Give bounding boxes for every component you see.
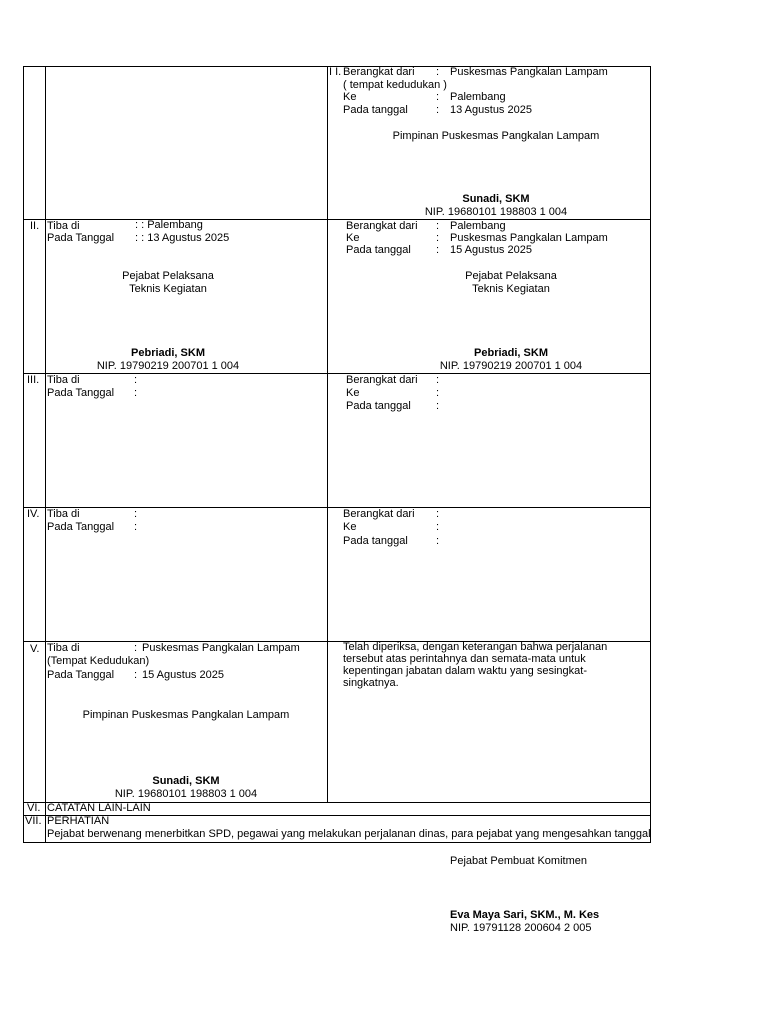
section-1-tempat-kedudukan: ( tempat kedudukan ) — [343, 79, 447, 91]
section-4-tiba-colon: : — [134, 508, 138, 520]
middle-column-divider — [327, 66, 328, 802]
section-1-signer-name: Sunadi, SKM — [462, 193, 530, 205]
section-2-right-signer-nip: NIP. 19790219 200701 1 004 — [439, 360, 583, 372]
section-5-number: V. — [30, 643, 40, 655]
section-5-tiba-value: Puskesmas Pangkalan Lampam — [142, 642, 300, 654]
section-2-right-signer-name: Pebriadi, SKM — [474, 347, 548, 359]
section-5-tiba-label: Tiba di — [47, 642, 80, 654]
section-1-berangkat-value: Puskesmas Pangkalan Lampam — [450, 66, 608, 78]
number-column-divider — [45, 66, 46, 843]
section-2-tiba-value: : : Palembang — [135, 219, 203, 231]
section-4-right-berangkat-colon: : — [436, 508, 440, 520]
table-border-left — [23, 66, 24, 843]
table-border-bottom — [23, 842, 651, 843]
section-4-right-tanggal-label: Pada tanggal — [343, 535, 408, 547]
section-2-right-pejabat-line1: Pejabat Pelaksana — [465, 270, 557, 282]
section-5-pimpinan-title: Pimpinan Puskesmas Pangkalan Lampam — [82, 709, 290, 721]
section-2-right-berangkat-label: Berangkat dari — [346, 220, 418, 232]
section-2-right-berangkat-value: Palembang — [450, 220, 506, 232]
section-2-right-berangkat-colon: : — [436, 220, 440, 232]
footer-title: Pejabat Pembuat Komitmen — [450, 855, 587, 867]
section-3-right-berangkat-colon: : — [436, 374, 440, 386]
footer-signer-nip: NIP. 19791128 200604 2 005 — [450, 922, 592, 934]
row-divider-2 — [23, 373, 651, 374]
section-3-tanggal-colon: : — [134, 387, 138, 399]
section-2-right-tanggal-value: 15 Agustus 2025 — [450, 244, 532, 256]
section-3-right-berangkat-label: Berangkat dari — [346, 374, 418, 386]
section-1-ke-colon: : — [436, 91, 440, 103]
section-2-right-ke-colon: : — [436, 232, 440, 244]
section-7-text: Pejabat berwenang menerbitkan SPD, pegawai yang melakukan perjalanan dinas, para pejabat yang mengesahkan tanggal — [47, 828, 651, 840]
section-2-right-ke-value: Puskesmas Pangkalan Lampam — [450, 232, 608, 244]
section-3-tanggal-label: Pada Tanggal — [47, 387, 115, 399]
section-2-signer-nip: NIP. 19790219 200701 1 004 — [96, 360, 240, 372]
section-3-number: III. — [27, 374, 40, 386]
section-2-right-tanggal-label: Pada tanggal — [346, 244, 411, 256]
section-1-berangkat-colon: : — [436, 66, 440, 78]
section-2-tanggal-value: : : 13 Agustus 2025 — [135, 232, 230, 244]
section-3-right-ke-label: Ke — [346, 387, 360, 399]
section-2-tanggal-label: Pada Tanggal — [47, 232, 115, 244]
section-4-right-ke-label: Ke — [343, 521, 357, 533]
section-1-number: I I. — [329, 66, 342, 78]
section-5-verification-note: Telah diperiksa, dengan keterangan bahwa perjalanan tersebut atas perintahnya dan semata-mata untuk kepentingan jabatan dalam waktu yang sesingkat-singkatnya. — [343, 641, 608, 689]
section-2-pejabat-line1: Pejabat Pelaksana — [122, 270, 214, 282]
section-2-right-tanggal-colon: : — [436, 244, 440, 256]
section-1-berangkat-label: Berangkat dari — [343, 66, 415, 78]
section-5-tiba-colon: : — [134, 642, 138, 654]
section-5-signer-nip: NIP. 19680101 198803 1 004 — [114, 788, 258, 800]
section-2-number: II. — [30, 220, 40, 232]
section-4-right-ke-colon: : — [436, 521, 440, 533]
section-2-right-ke-label: Ke — [346, 232, 360, 244]
row-divider-1 — [23, 219, 651, 220]
section-6-number: VI. — [27, 802, 41, 814]
section-1-ke-value: Palembang — [450, 91, 506, 103]
section-1-ke-label: Ke — [343, 91, 357, 103]
section-5-signer-name: Sunadi, SKM — [152, 775, 220, 787]
section-4-tanggal-colon: : — [134, 521, 138, 533]
section-2-tiba-label: Tiba di — [47, 220, 80, 232]
section-1-tanggal-colon: : — [436, 104, 440, 116]
section-4-right-tanggal-colon: : — [436, 535, 440, 547]
section-5-tanggal-label: Pada Tanggal — [47, 669, 115, 681]
row-divider-6 — [23, 815, 651, 816]
section-5-tempat-kedudukan: (Tempat Kedudukan) — [47, 655, 150, 667]
section-4-tiba-label: Tiba di — [47, 508, 80, 520]
section-7-label: PERHATIAN — [47, 815, 110, 827]
section-3-right-tanggal-label: Pada tanggal — [346, 400, 411, 412]
section-2-pejabat-line2: Teknis Kegiatan — [129, 283, 207, 295]
footer-signer-name: Eva Maya Sari, SKM., M. Kes — [450, 909, 600, 921]
section-3-tiba-colon: : — [134, 374, 138, 386]
section-5-tanggal-value: 15 Agustus 2025 — [142, 669, 224, 681]
section-3-right-tanggal-colon: : — [436, 400, 440, 412]
section-7-number: VII. — [25, 815, 42, 827]
section-3-tiba-label: Tiba di — [47, 374, 80, 386]
section-1-signer-nip: NIP. 19680101 198803 1 004 — [424, 206, 568, 218]
section-2-signer-name: Pebriadi, SKM — [131, 347, 205, 359]
section-5-tanggal-colon: : — [134, 669, 138, 681]
section-1-tanggal-value: 13 Agustus 2025 — [450, 104, 532, 116]
section-3-right-ke-colon: : — [436, 387, 440, 399]
section-1-tanggal-label: Pada tanggal — [343, 104, 408, 116]
section-2-right-pejabat-line2: Teknis Kegiatan — [472, 283, 550, 295]
section-6-label: CATATAN LAIN-LAIN — [47, 802, 151, 814]
section-1-pimpinan-title: Pimpinan Puskesmas Pangkalan Lampam — [392, 130, 600, 142]
section-4-tanggal-label: Pada Tanggal — [47, 521, 115, 533]
table-border-right — [650, 66, 651, 843]
row-divider-3 — [23, 507, 651, 508]
section-4-right-berangkat-label: Berangkat dari — [343, 508, 415, 520]
section-4-number: IV. — [27, 508, 40, 520]
